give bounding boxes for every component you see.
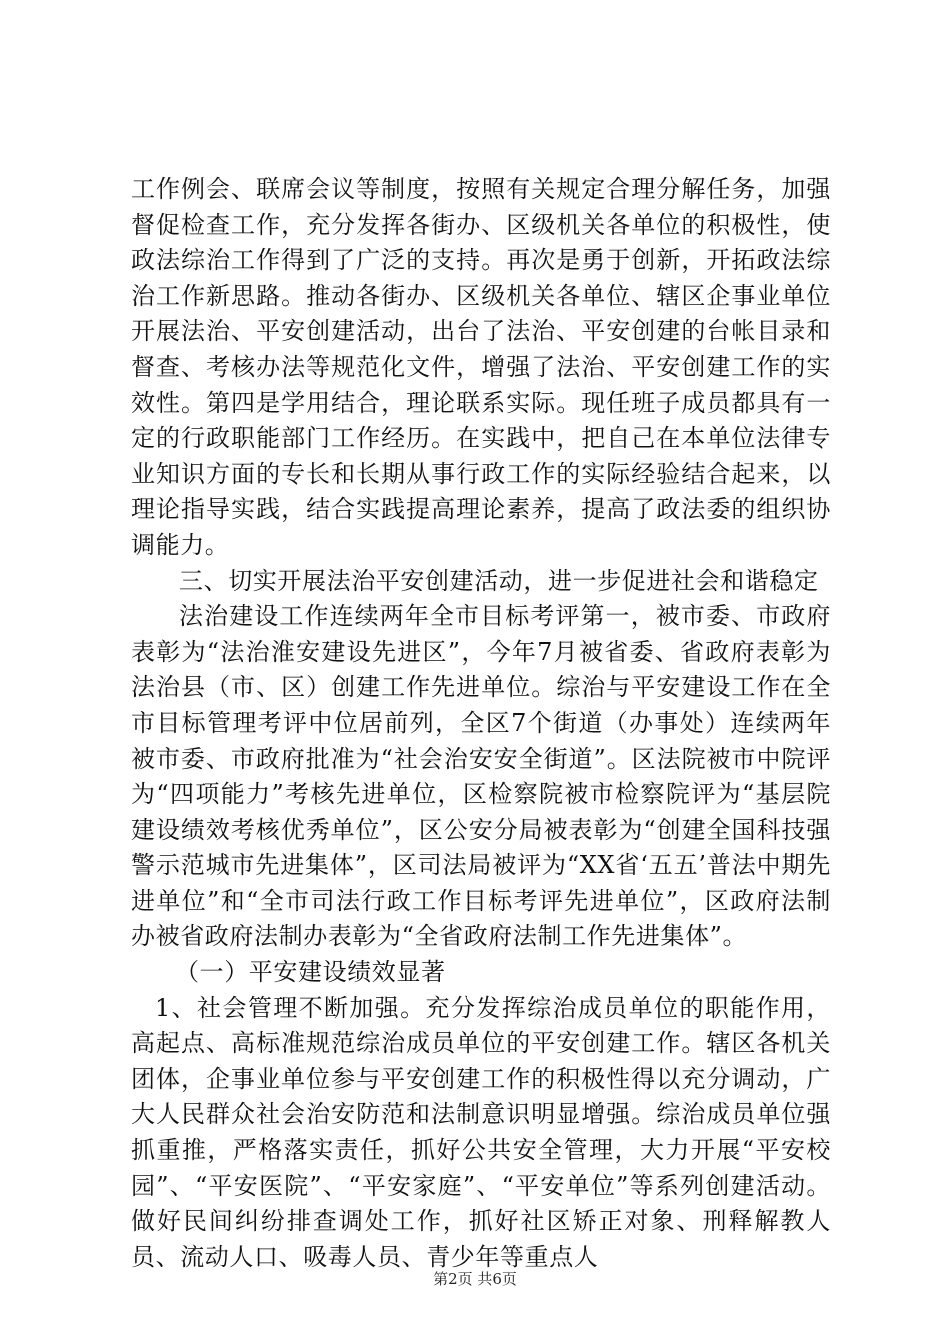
page-footer: 第2页 共6页: [433, 1270, 517, 1288]
paragraph-achievements: 法治建设工作连续两年全市目标考评第一，被市委、市政府表彰为“法治淮安建设先进区”，今年7月被省委、省政府表彰为法治县（市、区）创建工作先进单位。综治与平安建设工作在全市目标管理考评中位居前列，全区7个街道（办事处）连续两年被市委、市政府批准为“社会治安安全街道”。区法院被市中院评为“四项能力”考核先进单位，区检察院被市检察院评为“基层院建设绩效考核优秀单位”，区公安分局被表彰为“创建全国科技强警示范城市先进集体”，区司法局被评为“XX省‘五五’普法中期先进单位”和“全市司法行政工作目标考评先进单位”，区政府法制办被省政府法制办表彰为“全省政府法制工作先进集体”。: [131, 602, 831, 951]
document-body: [131, 172, 831, 1275]
paragraph-social-management: 1、社会管理不断加强。充分发挥综治成员单位的职能作用，高起点、高标准规范综治成员单位的平安创建工作。辖区各机关团体，企事业单位参与平安创建工作的积极性得以充分调动，广大人民群众社会治安防范和法制意识明显增强。综治成员单位强抓重推，严格落实责任，抓好公共安全管理，大力开展“平安校园”、“平安医院”、“平安家庭”、“平安单位”等系列创建活动。做好民间纠纷排查调处工作，抓好社区矫正对象、刑释解教人员、流动人口、吸毒人员、青少年等重点人: [131, 993, 831, 1271]
section-heading-three: 三、切实开展法治平安创建活动，进一步促进社会和谐稳定: [179, 566, 819, 595]
subsection-heading-one: （一）平安建设绩效显著: [175, 958, 446, 987]
paragraph-continuation: 工作例会、联席会议等制度，按照有关规定合理分解任务，加强督促检查工作，充分发挥各街办、区级机关各单位的积极性，使政法综治工作得到了广泛的支持。再次是勇于创新，开拓政法综治工作新思路。推动各街办、区级机关各单位、辖区企事业单位开展法治、平安创建活动，出台了法治、平安创建的台帐目录和督查、考核办法等规范化文件，增强了法治、平安创建工作的实效性。第四是学用结合，理论联系实际。现任班子成员都具有一定的行政职能部门工作经历。在实践中，把自己在本单位法律专业知识方面的专长和长期从事行政工作的实际经验结合起来，以理论指导实践，结合实践提高理论素养，提高了政法委的组织协调能力。: [131, 175, 831, 559]
